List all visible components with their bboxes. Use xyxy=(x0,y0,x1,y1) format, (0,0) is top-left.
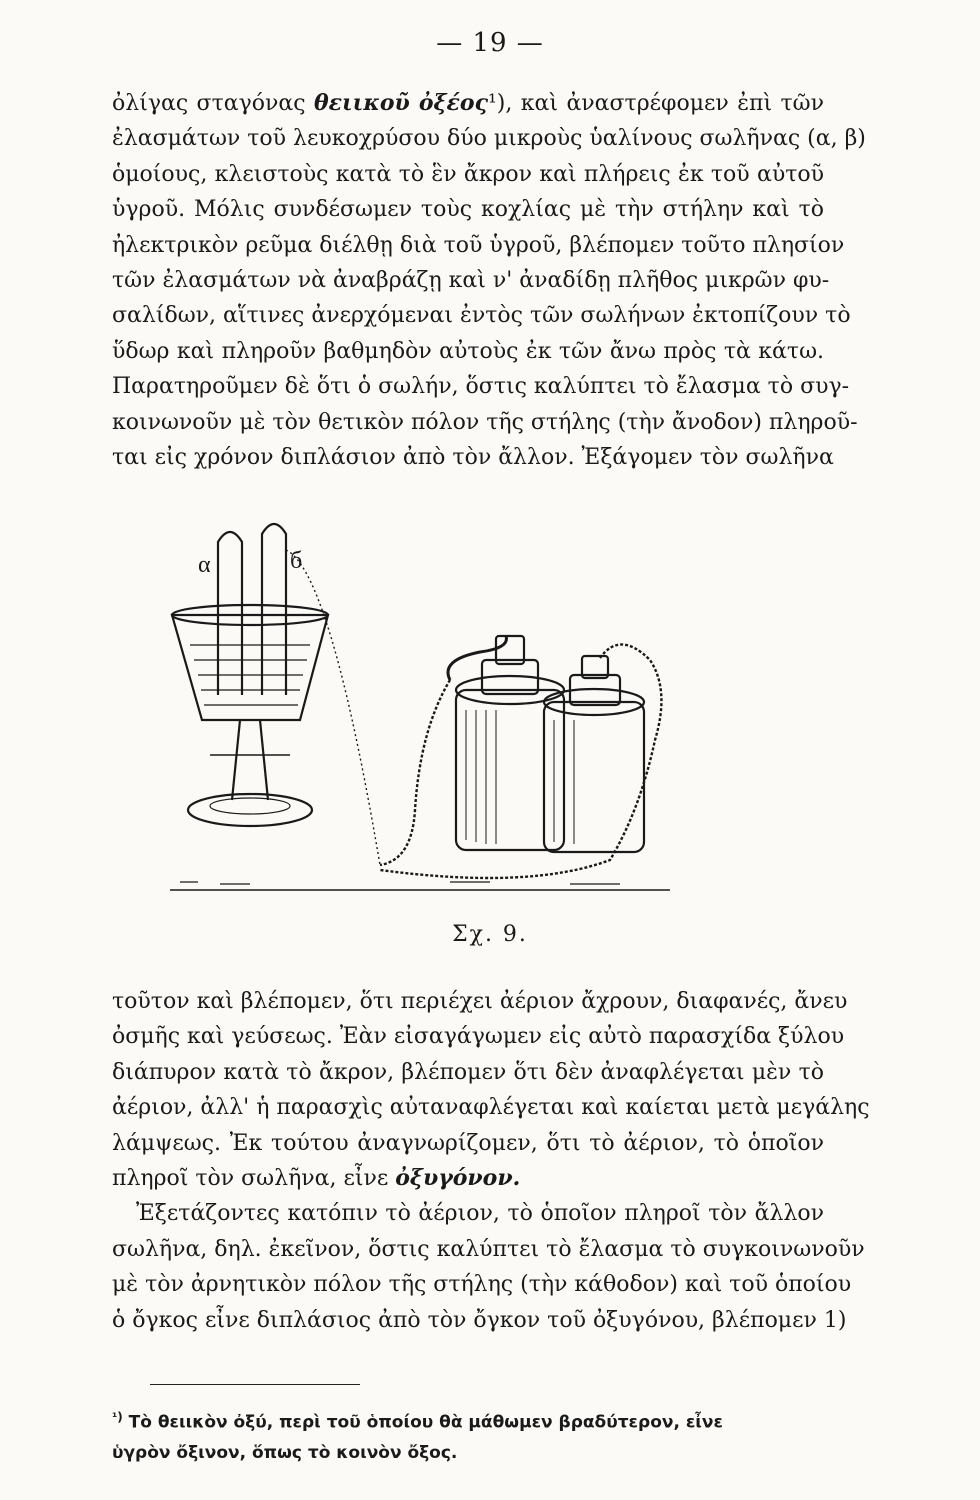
text-line: ἐλασμάτων τοῦ λευκοχρύσου δύο μικροὺς ὑαλίνους σωλῆνας (α, β) xyxy=(112,126,866,152)
tube-a xyxy=(218,532,242,695)
paragraph-bottom xyxy=(112,984,870,1338)
text-line: ὀλίγας σταγόνας θειικοῦ ὀξέος¹), καὶ ἀναστρέφομεν ἐπὶ τῶν xyxy=(112,90,824,116)
footnote-divider xyxy=(150,1384,360,1385)
footnote xyxy=(112,1402,824,1468)
label-a: α xyxy=(198,552,211,578)
text-line: Παρατηροῦμεν δὲ ὅτι ὁ σωλήν, ὅστις καλύπτει τὸ ἔλασμα τὸ συγ- xyxy=(112,374,850,400)
footnote-line: $^{^1)}$ Τὸ θειικὸν ὀξύ, περὶ τοῦ ὁποίου θὰ μάθωμεν βραδύτερον, εἶνε xyxy=(112,1410,723,1433)
stand-base xyxy=(188,794,312,826)
text-line: πληροῖ τὸν σωλῆνα, εἶνε ὀξυγόνον. xyxy=(112,1164,521,1191)
emphasis-term: ὀξυγόνον. xyxy=(395,1164,521,1191)
page-number: — 19 — xyxy=(436,28,544,58)
footnote-mark: ¹) xyxy=(112,1410,123,1424)
text-line: διάπυρον κατὰ τὸ ἄκρον, βλέπομεν ὅτι δὲν ἀναφλέγεται μὲν τὸ xyxy=(112,1059,824,1085)
electrolysis-figure xyxy=(150,510,690,910)
paragraph-top xyxy=(112,86,866,475)
text-line: τοῦτον καὶ βλέπομεν, ὅτι περιέχει ἀέριον ἄχρουν, διαφανές, ἄνευ xyxy=(112,989,848,1014)
text-line: μὲ τὸν ἀρνητικὸν πόλον τῆς στήλης (τὴν κάθοδον) καὶ τοῦ ὁποίου xyxy=(112,1272,852,1298)
wire-top-left xyxy=(448,636,506,680)
text-line: ὀσμῆς καὶ γεύσεως. Ἐὰν εἰσαγάγωμεν εἰς αὐτὸ παρασχίδα ξύλου xyxy=(112,1024,845,1050)
text-line: ται εἰς χρόνον διπλάσιον ἀπὸ τὸν ἄλλον. Ἐξάγομεν τὸν σωλῆνα xyxy=(112,444,834,470)
text-line: ὁ ὄγκος εἶνε διπλάσιος ἀπὸ τὸν ὄγκον τοῦ ὀξυγόνου, βλέπομεν 1) xyxy=(112,1307,847,1333)
text-line: σαλίδων, αἵτινες ἀνερχόμεναι ἐντὸς τῶν σωλήνων ἐκτοπίζουν τὸ xyxy=(112,303,851,329)
footnote-line: ὑγρὸν ὄξινον, ὅπως τὸ κοινὸν ὄξος. xyxy=(112,1442,458,1463)
text-line: Ἐξετάζοντες κατόπιν τὸ ἀέριον, τὸ ὁποῖον πληροῖ τὸν ἄλλον xyxy=(136,1201,824,1227)
tube-b xyxy=(262,524,286,695)
text-line: ἠλεκτρικὸν ρεῦμα διέλθῃ διὰ τοῦ ὑγροῦ, βλέπομεν τοῦτο πλησίον xyxy=(112,232,845,258)
text-line: ὁμοίους, κλειστοὺς κατὰ τὸ ἓν ἄκρον καὶ πλήρεις ἐκ τοῦ αὐτοῦ xyxy=(112,161,824,187)
battery-cell-right xyxy=(544,702,644,852)
electrolysis-illustration xyxy=(150,510,690,910)
battery-cell-left xyxy=(456,690,564,850)
figure-caption: Σχ. 9. xyxy=(452,922,528,947)
text-line: ὑγροῦ. Μόλις συνδέσωμεν τοὺς κοχλίας μὲ τὴν στήλην καὶ τὸ xyxy=(112,197,824,223)
text-line: λάμψεως. Ἐκ τούτου ἀναγνωρίζομεν, ὅτι τὸ ἀέριον, τὸ ὁποῖον xyxy=(112,1130,824,1156)
emphasis-term: θειικοῦ ὀξέος xyxy=(313,90,488,116)
text-line: τῶν ἐλασμάτων νὰ ἀναβράζῃ καὶ ν' ἀναδίδῃ πλῆθος μικρῶν φυ- xyxy=(112,267,830,293)
text-line: ἀέριον, ἀλλ' ἡ παρασχὶς αὐταναφλέγεται καὶ καίεται μετὰ μεγάλης xyxy=(112,1095,870,1121)
beaker-outline xyxy=(172,615,328,720)
text-line: ὕδωρ καὶ πληροῦν βαθμηδὸν αὐτοὺς ἐκ τῶν ἄνω πρὸς τὰ κάτω. xyxy=(112,338,824,364)
text-line: κοινωνοῦν μὲ τὸν θετικὸν πόλον τῆς στήλης (τὴν ἄνοδον) πληροῦ- xyxy=(112,409,858,435)
text-line: σωλῆνα, δηλ. ἐκεῖνον, ὅστις καλύπτει τὸ ἔλασμα τὸ συγκοινωνοῦν xyxy=(112,1236,865,1262)
label-b: б xyxy=(290,548,303,574)
